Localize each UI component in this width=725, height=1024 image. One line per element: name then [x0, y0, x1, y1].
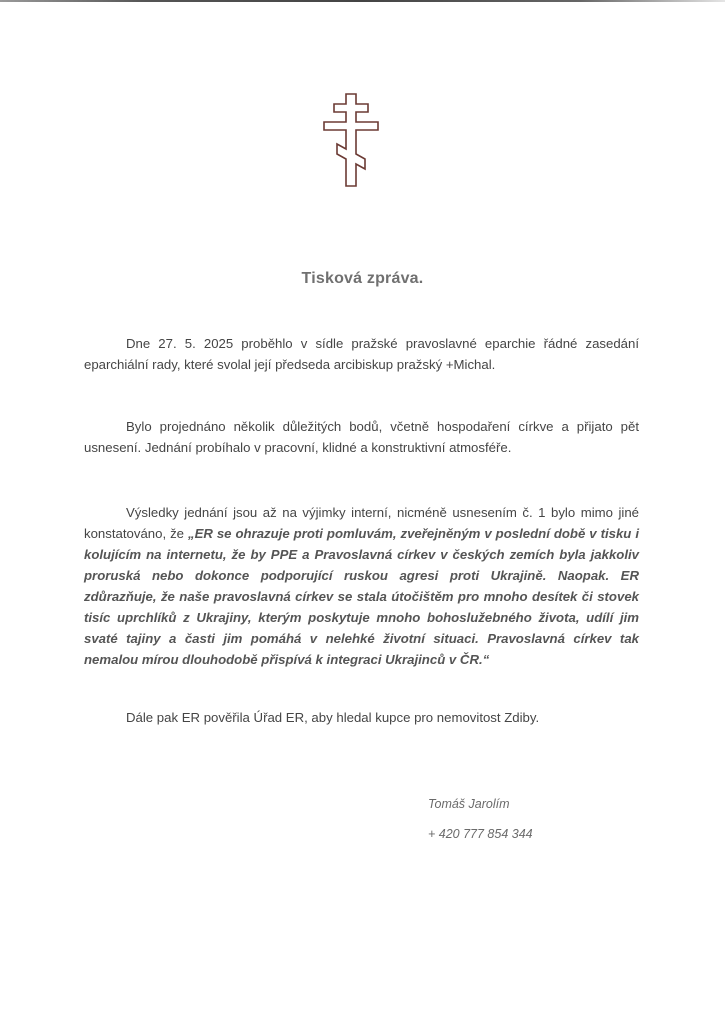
scan-top-edge [0, 0, 725, 2]
paragraph-property: Dále pak ER pověřila Úřad ER, aby hledal kupce pro nemovitost Zdiby. [126, 710, 540, 725]
paragraph-text: Bylo projednáno několik důležitých bodů, včetně hospodaření církve a přijato pět usnesení. Jednání probíhalo v pracovní, klidné a konstruktivní atmosféře. [84, 419, 639, 455]
orthodox-cross-icon [320, 92, 382, 188]
paragraph-text: Dne 27. 5. 2025 proběhlo v sídle pražské pravoslavné eparchie řádné zasedání eparchiální rady, které svolal její předseda arcibiskup pražský +Michal. [84, 336, 639, 372]
page-title: Tisková zpráva. [301, 270, 424, 287]
paragraph-meeting-date [84, 333, 639, 375]
resolution-quote: „ER se ohrazuje proti pomluvám, zveřejněným v poslední době v tisku i kolujícím na internetu, že by PPE a Pravoslavná církev v českých zemích byla jakkoliv proruská nebo dokonce podporující ruskou agresi proti Ukrajině. Naopak. ER zdůrazňuje, že naše pravoslavná církev se stala útočištěm pro mnoho desítek či stovek tisíc uprchlíků z Ukrajiny, kterým poskytuje mnoho bohoslužebného života, udílí jim svaté tajiny a časti jim pomáhá v nelehké životní situaci. Pravoslavná církev tak nemalou mírou dlouhodobě přispívá k integraci Ukrajinců v ČR.“ [84, 526, 639, 667]
paragraph-agenda [84, 416, 639, 458]
signature-phone: + 420 777 854 344 [428, 827, 533, 841]
paragraph-resolution [84, 502, 639, 670]
paragraph-text: Výsledky jednání jsou až na výjimky interní, nicméně usnesením č. 1 bylo mimo jiné konstatováno, že [84, 505, 639, 541]
signature-name: Tomáš Jarolím [428, 797, 510, 811]
